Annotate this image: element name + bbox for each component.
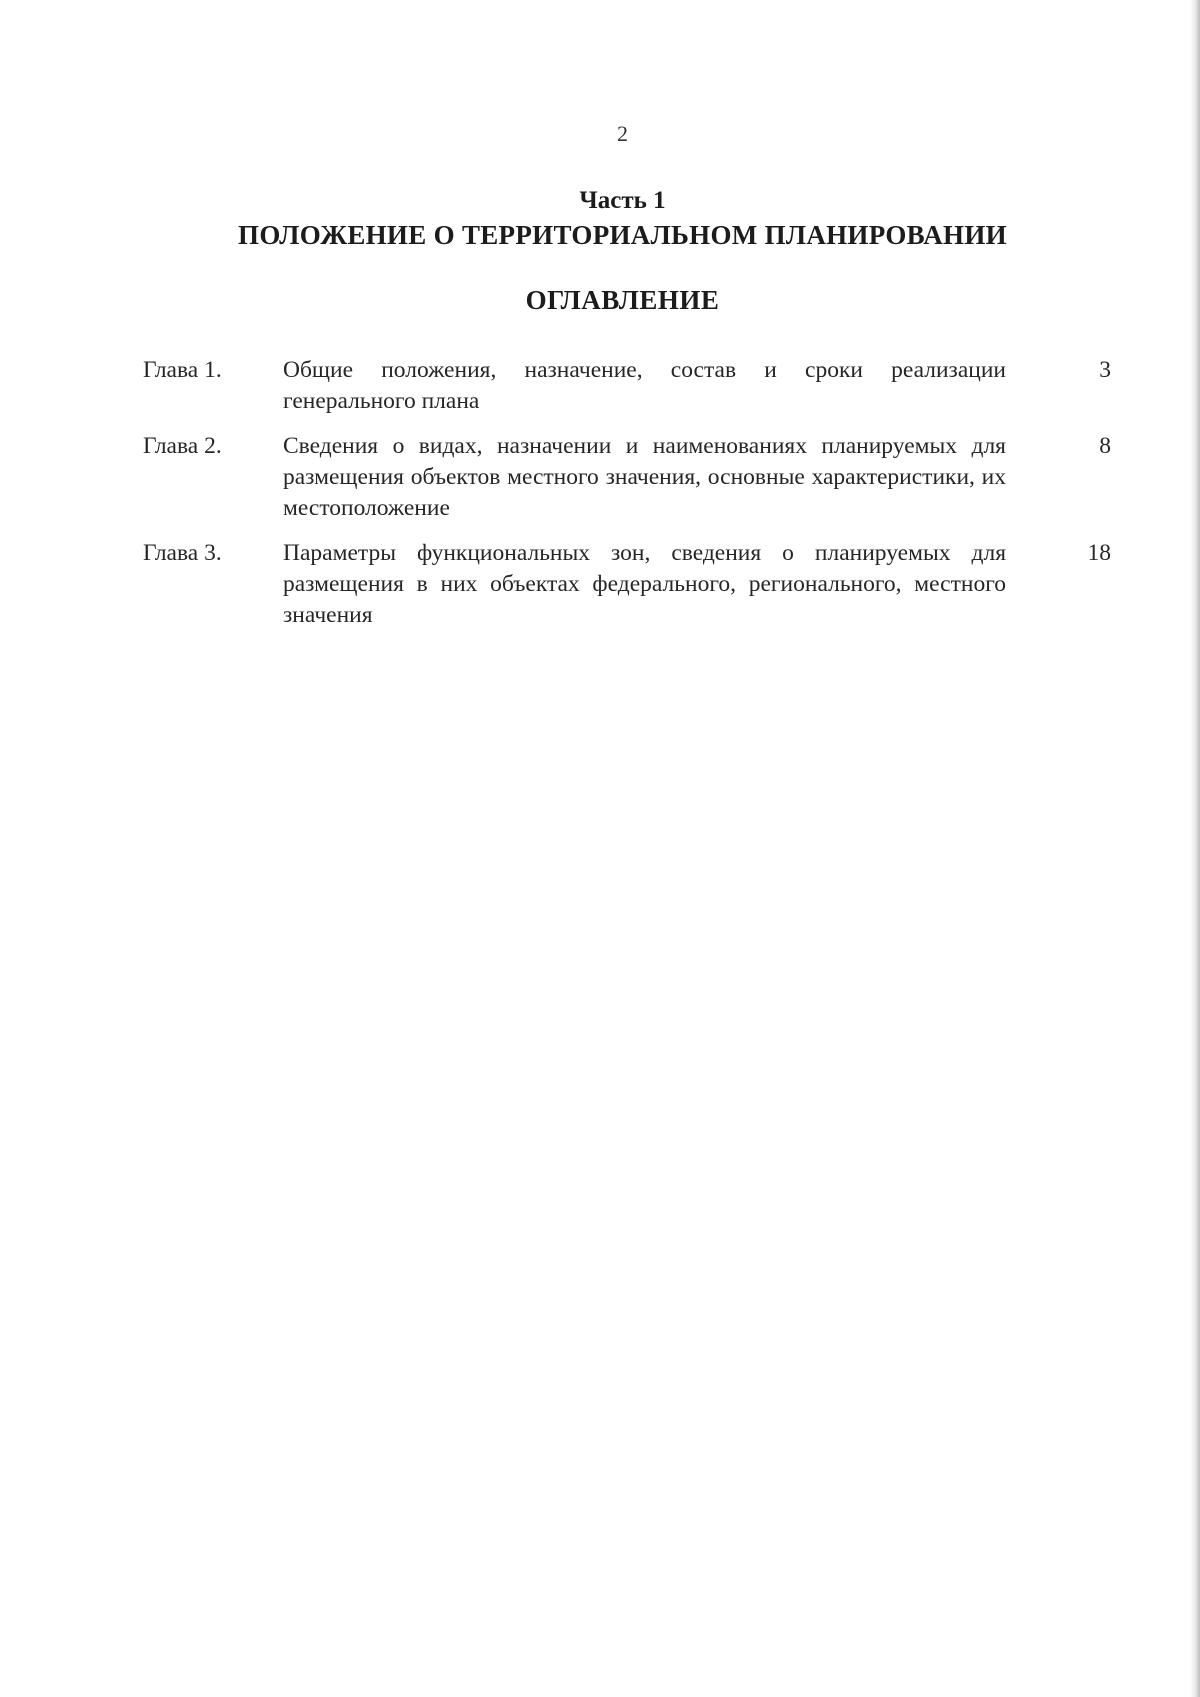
toc-entry-page: 18 bbox=[1087, 540, 1111, 566]
page-number: 2 bbox=[617, 121, 628, 146]
toc-entry-chapter-1[interactable] bbox=[143, 355, 1113, 417]
toc-entry-chapter-2[interactable] bbox=[143, 431, 1113, 524]
toc-entry-page: 8 bbox=[1099, 433, 1111, 459]
toc-entry-label: Глава 3. bbox=[143, 540, 222, 566]
table-of-contents bbox=[143, 355, 1113, 645]
toc-heading: ОГЛАВЛЕНИЕ bbox=[525, 285, 720, 315]
toc-entry-title: Сведения о видах, назначении и наименованиях планируемых для размещения объектов местного значения, основные характеристики, их местоположение bbox=[283, 433, 1006, 521]
toc-entry-page: 3 bbox=[1099, 357, 1111, 383]
section-title: ПОЛОЖЕНИЕ О ТЕРРИТОРИАЛЬНОМ ПЛАНИРОВАНИИ bbox=[238, 220, 1007, 250]
toc-entry-label: Глава 1. bbox=[143, 357, 222, 383]
scan-edge-shadow bbox=[1190, 0, 1200, 1697]
toc-entry-title: Параметры функциональных зон, сведения о планируемых для размещения в них объектах федерального, регионального, местного значения bbox=[283, 540, 1006, 628]
toc-entry-label: Глава 2. bbox=[143, 433, 222, 459]
toc-entry-chapter-3[interactable] bbox=[143, 538, 1113, 631]
toc-entry-title: Общие положения, назначение, состав и сроки реализации генерального плана bbox=[283, 357, 1006, 414]
part-title: Часть 1 bbox=[579, 187, 666, 214]
